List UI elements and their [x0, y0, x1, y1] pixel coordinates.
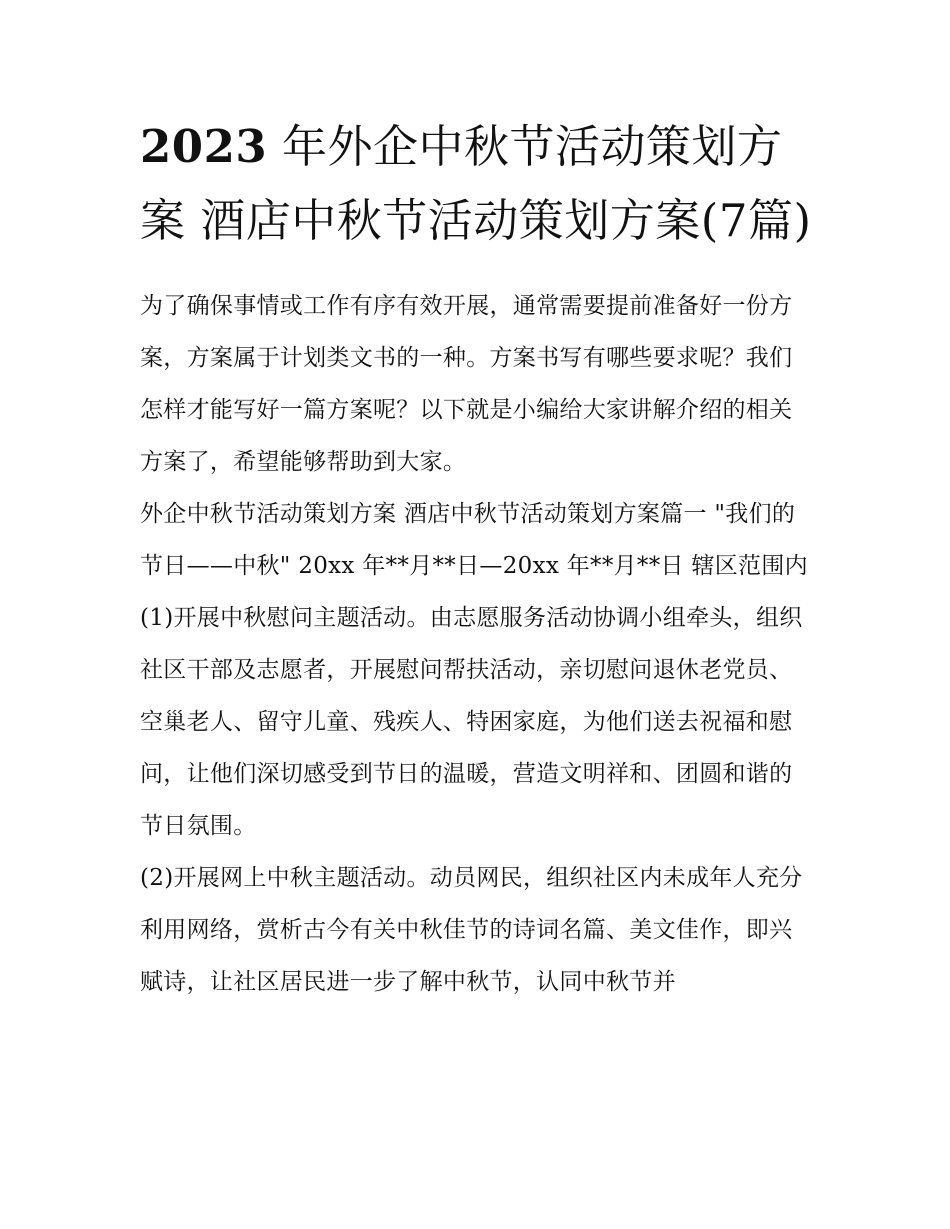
intro-paragraph: 为了确保事情或工作有序有效开展，通常需要提前准备好一份方案，方案属于计划类文书的一种。方案书写有哪些要求呢？我们怎样才能写好一篇方案呢？以下就是小编给大家讲解介绍的相关方案了，希望能够帮助到大家。	[140, 293, 793, 475]
document-title	[140, 110, 812, 258]
activity-item-2: (2)开展网上中秋主题活动。动员网民，组织社区内未成年人充分利用网络，赏析古今有关中秋佳节的诗词名篇、美文佳作，即兴赋诗，让社区居民进一步了解中秋节，认同中秋节并	[140, 865, 803, 995]
activity-item-1: (1)开展中秋慰问主题活动。由志愿服务活动协调小组牵头，组织社区干部及志愿者，开展慰问帮扶活动，亲切慰问退休老党员、空巢老人、留守儿童、残疾人、特困家庭，为他们送去祝福和慰问，让他们深切感受到节日的温暖，营造文明祥和、团圆和谐的节日氛围。	[140, 605, 803, 839]
title-year: 2023	[140, 120, 268, 173]
document-page	[140, 110, 812, 1008]
title-text: 年外企中秋节活动策划方案 酒店中秋节活动策划方案(7篇)	[140, 120, 812, 247]
section-heading-paragraph: 外企中秋节活动策划方案 酒店中秋节活动策划方案篇一 "我们的节日——中秋" 20xx 年**月**日—20xx 年**月**日 辖区范围内	[140, 501, 808, 579]
